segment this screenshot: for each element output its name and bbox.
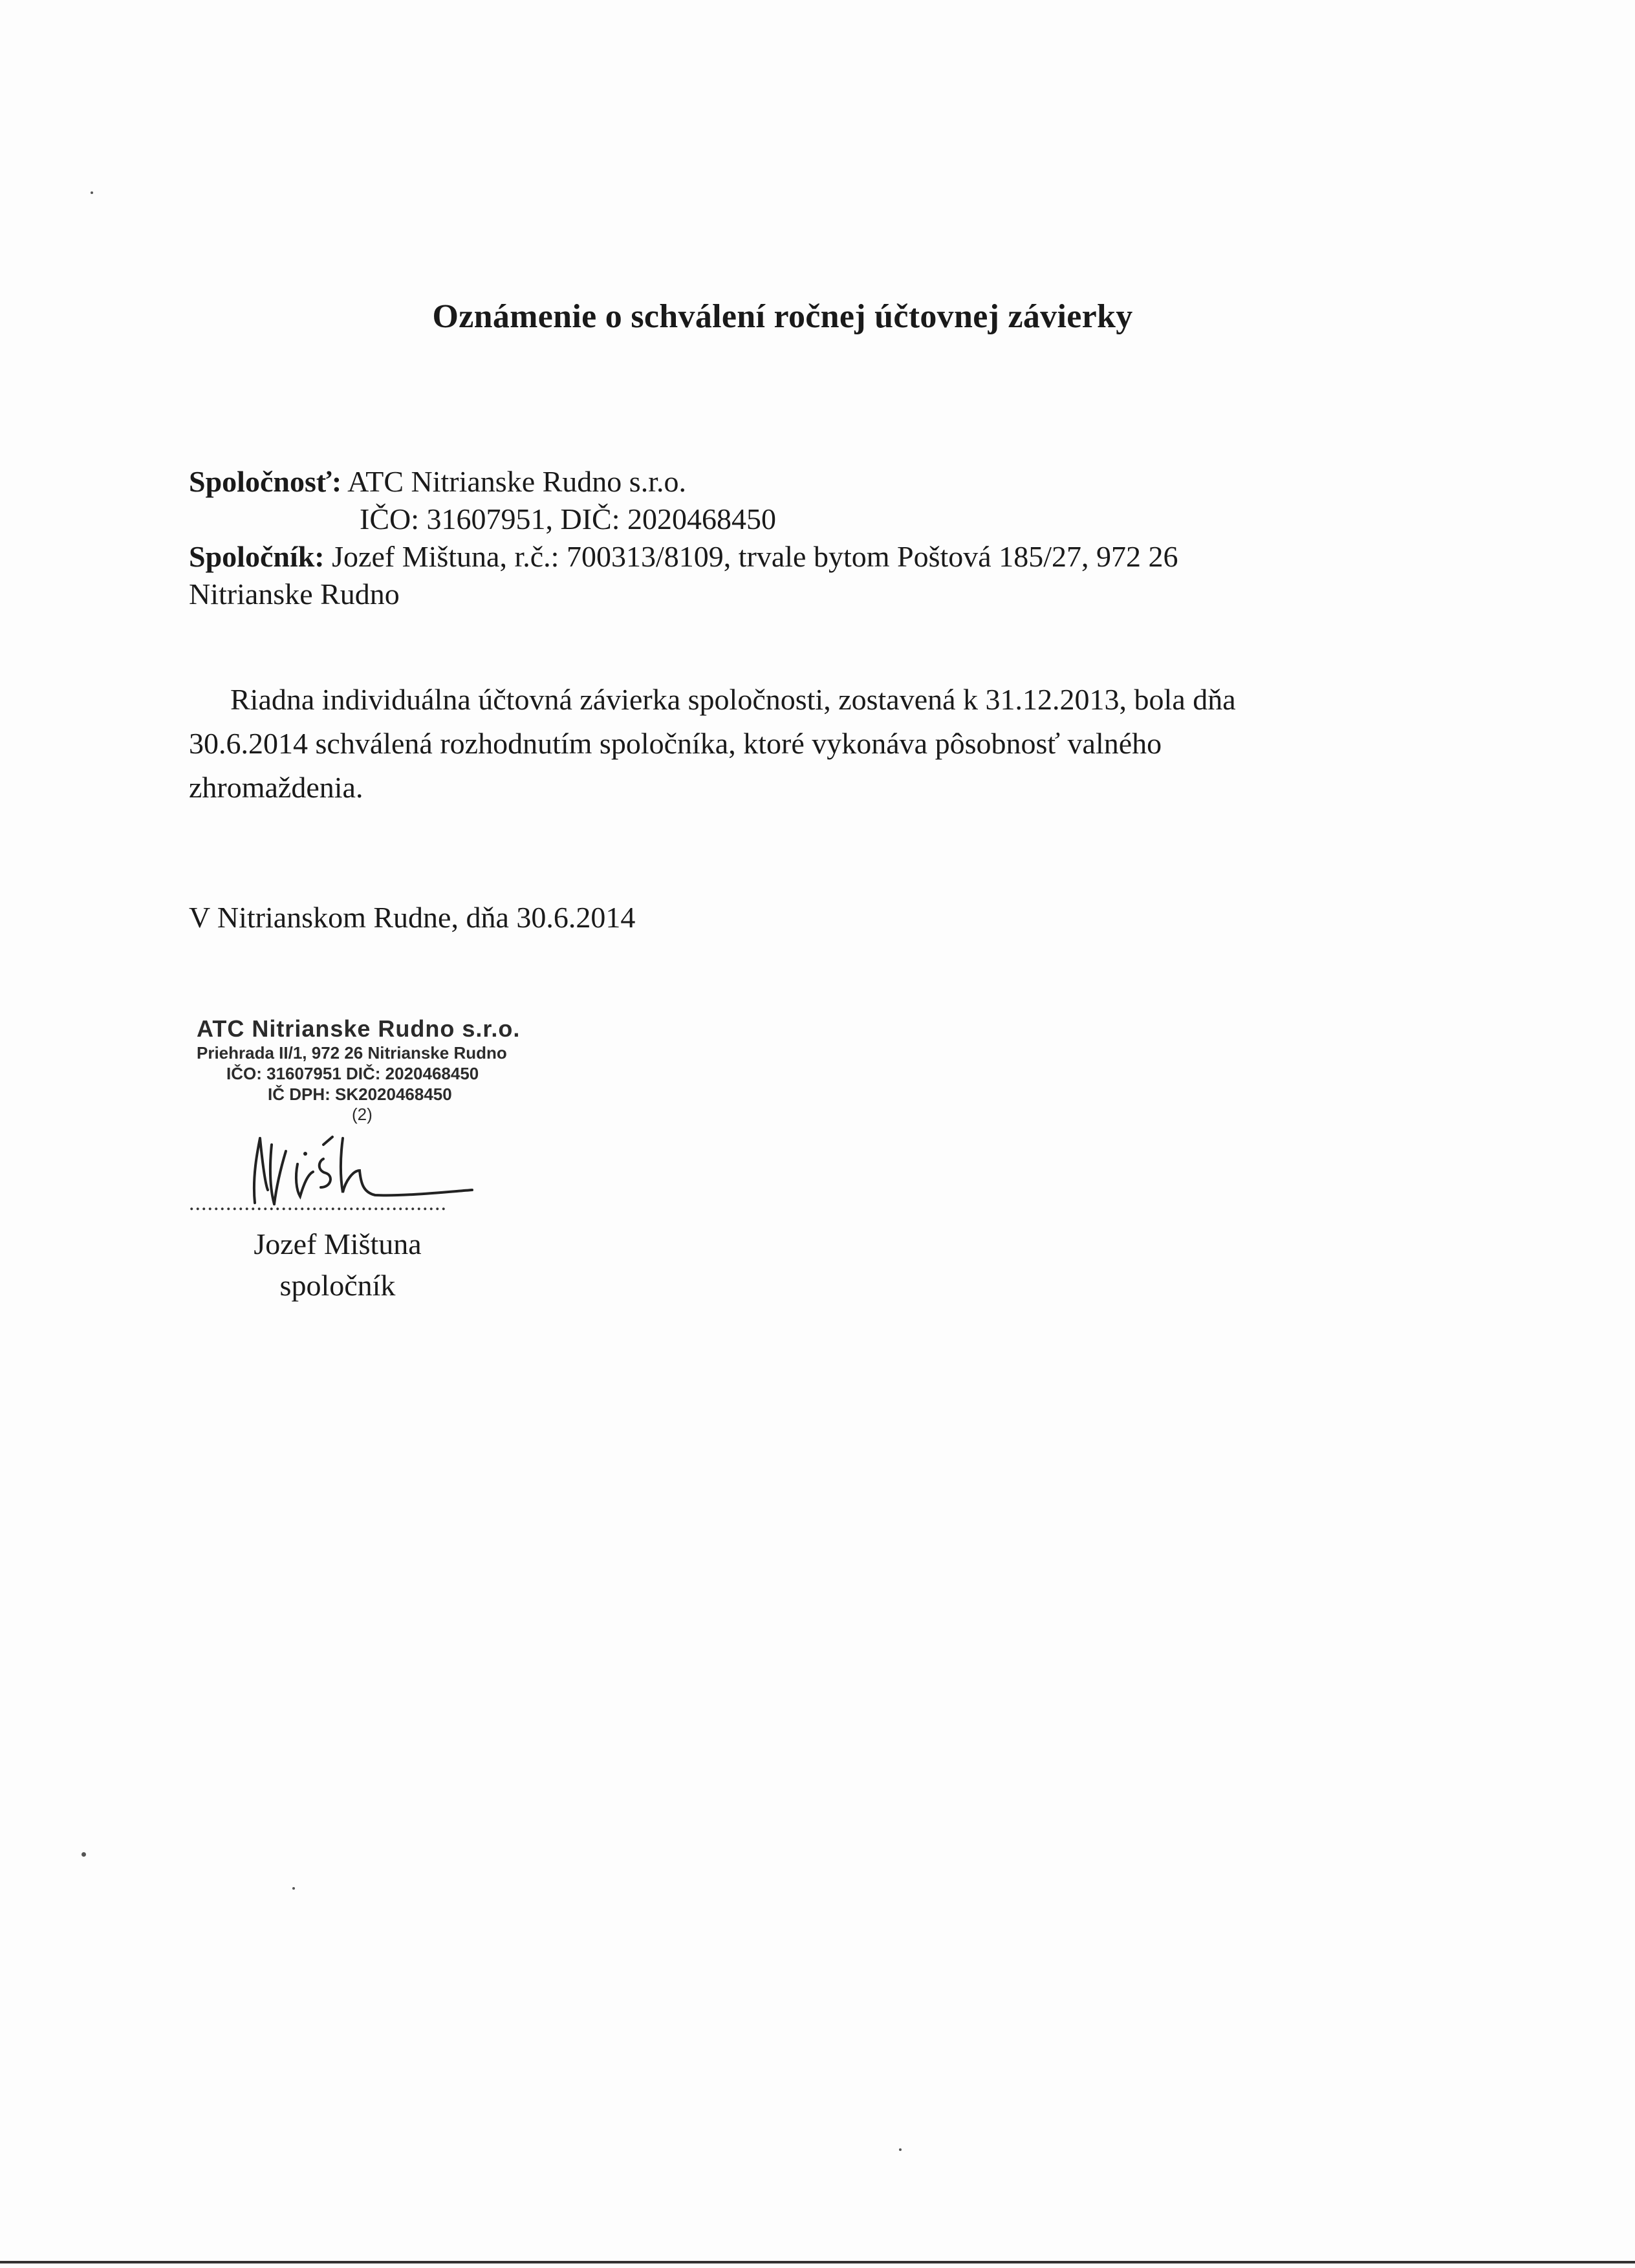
stamp-company-name: ATC Nitrianske Rudno s.r.o. [197, 1015, 521, 1042]
partner-details-cont: Nitrianske Rudno [189, 578, 400, 610]
scan-speck [292, 1887, 295, 1890]
signer-name: Jozef Mištuna [254, 1227, 422, 1260]
company-name: ATC Nitrianske Rudno s.r.o. [347, 465, 686, 498]
body-paragraph: Riadna individuálna účtovná závierka spoločnosti, zostavená k 31.12.2013, bola dňa 30.6.2014 schválená rozhodnutím spoločníka, ktoré vykonáva pôsobnosť valného zhromaždenia. [189, 683, 1236, 804]
stamp-vat-id: IČ DPH: SK2020468450 [268, 1085, 452, 1104]
scan-speck [91, 191, 93, 194]
document-title: Oznámenie o schválení ročnej účtovnej závierky [432, 298, 1133, 335]
company-label: Spoločnosť: [189, 465, 342, 498]
company-ids: IČO: 31607951, DIČ: 2020468450 [360, 502, 776, 535]
stamp-ids: IČO: 31607951 DIČ: 2020468450 [226, 1064, 479, 1083]
company-stamp [197, 1015, 559, 1124]
partner-line [189, 539, 1178, 574]
place-date: V Nitrianskom Rudne, dňa 30.6.2014 [189, 901, 636, 934]
company-line [189, 464, 686, 499]
signer-role: spoločník [279, 1269, 396, 1302]
scan-speck [899, 2148, 902, 2151]
partner-label: Spoločník: [189, 540, 325, 573]
scan-bottom-edge [0, 2261, 1635, 2263]
scan-speck [81, 1852, 86, 1857]
partner-details: Jozef Mištuna, r.č.: 700313/8109, trvale bytom Poštová 185/27, 972 26 [332, 540, 1178, 573]
stamp-address: Priehrada II/1, 972 26 Nitrianske Rudno [197, 1043, 507, 1063]
stamp-number: (2) [352, 1105, 373, 1124]
signer-block [189, 1224, 486, 1306]
signature-line: .......................................... [189, 1191, 447, 1215]
